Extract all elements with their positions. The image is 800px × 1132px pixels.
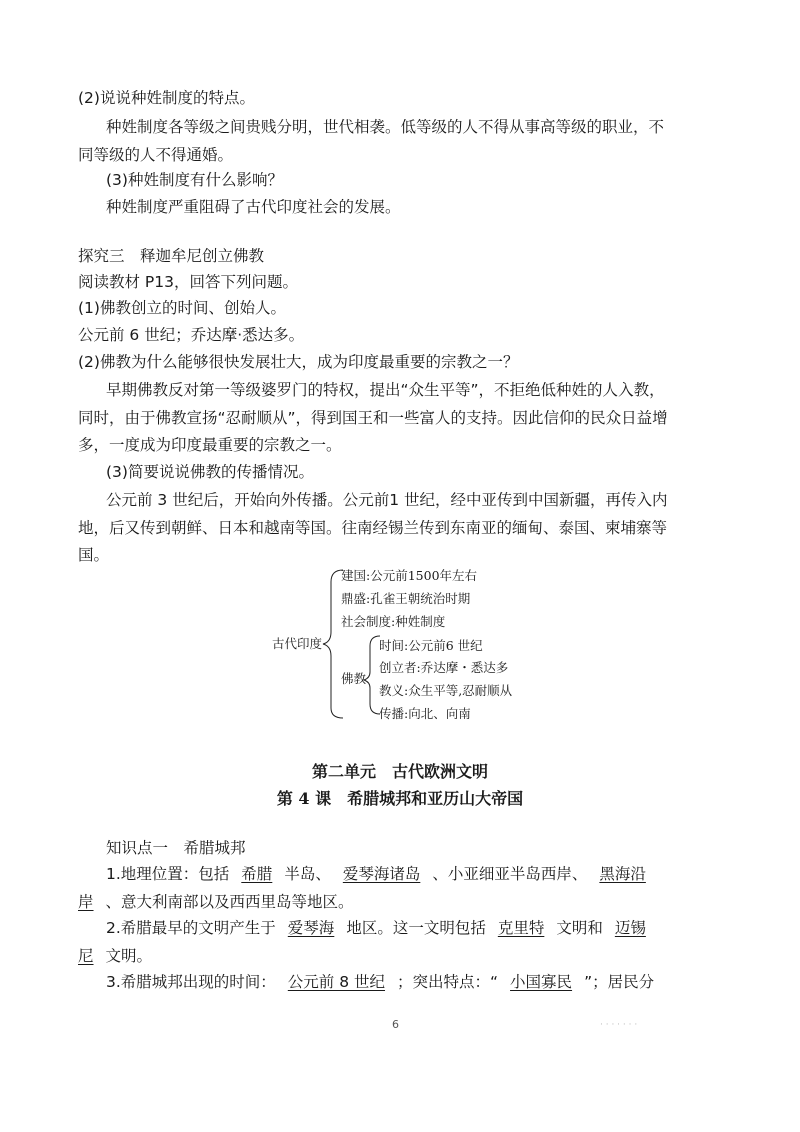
outline-sub-item: 时间:公元前6 世纪 <box>379 638 483 653</box>
fill-blank-answer: 克里特 <box>497 919 545 937</box>
text: ；突出特点：“ <box>397 973 499 991</box>
fill-blank-answer: 尼 <box>78 947 94 965</box>
outline-sub-item: 传播:向北、向南 <box>379 706 471 721</box>
explore-3-question-3: (3)简要说说佛教的传播情况。 <box>106 463 314 481</box>
fill-blank-answer: 岸 <box>78 893 94 911</box>
lesson-title: 第 4 课 希腊城邦和亚历山大帝国 <box>276 789 524 808</box>
text: 文明。 <box>105 947 153 965</box>
text: 地区。这一文明包括 <box>346 919 486 937</box>
watermark: · · · · · · · <box>600 1020 638 1030</box>
explore-3-answer-2-line-3: 多，一度成为印度最重要的宗教之一。 <box>78 436 342 454</box>
fill-blank-answer: 黑海沿 <box>599 865 646 883</box>
answer-2-line-1: 种姓制度各等级之间贵贱分明，世代相袭。低等级的人不得从事高等级的职业，不 <box>106 118 665 136</box>
explore-3-heading: 探究三 释迦牟尼创立佛教 <box>78 247 265 265</box>
outline-buddhism: 佛教 <box>341 671 367 686</box>
knowledge-item-1-line-2 <box>78 892 354 912</box>
outline-sub-item: 教义:众生平等,忍耐顺从 <box>379 683 513 698</box>
explore-3-answer-3-line-3: 国。 <box>78 546 110 564</box>
fill-blank-answer: 爱琴海诸岛 <box>342 865 421 883</box>
explore-3-question-1: (1)佛教创立的时间、创始人。 <box>78 299 286 317</box>
explore-3-answer-2-line-2: 同时，由于佛教宣扬“忍耐顺从”，得到国王和一些富人的支持。因此信仰的民众日益增 <box>78 409 668 427</box>
question-2: (2)说说种姓制度的特点。 <box>78 89 255 107</box>
outline-item: 社会制度:种姓制度 <box>341 614 446 629</box>
fill-blank-answer: 公元前 8 世纪 <box>287 973 386 991</box>
fill-blank-answer: 爱琴海 <box>287 919 335 937</box>
knowledge-item-2-line-2 <box>78 946 152 966</box>
text: 1.地理位置：包括 <box>106 865 230 883</box>
text: 文明和 <box>556 919 603 937</box>
text: ”；居民分 <box>584 973 655 991</box>
outline-item: 建国:公元前1500年左右 <box>341 568 478 583</box>
answer-2-line-2: 同等级的人不得通婚。 <box>78 146 234 164</box>
explore-3-answer-3-line-1: 公元前 3 世纪后，开始向外传播。公元前1 世纪，经中亚传到中国新疆，再传入内 <box>106 491 668 509</box>
fill-blank-answer: 小国寡民 <box>510 973 573 991</box>
knowledge-item-3-line-1 <box>106 972 654 992</box>
explore-3-answer-1: 公元前 6 世纪；乔达摩·悉达多。 <box>78 326 305 344</box>
question-3: (3)种姓制度有什么影响？ <box>106 171 283 189</box>
explore-3-instruction: 阅读教材 P13，回答下列问题。 <box>78 273 298 291</box>
outline-sub-item: 创立者:乔达摩・悉达多 <box>379 660 509 675</box>
text: 2.希腊最早的文明产生于 <box>106 919 276 937</box>
explore-3-answer-3-line-2: 地，后又传到朝鲜、日本和越南等国。往南经锡兰传到东南亚的缅甸、泰国、柬埔寨等 <box>78 519 668 537</box>
knowledge-item-2-line-1 <box>106 918 646 938</box>
unit-title: 第二单元 古代欧洲文明 <box>311 762 488 781</box>
explore-3-answer-2-line-1: 早期佛教反对第一等级婆罗门的特权，提出“众生平等”，不拒绝低种姓的人入教， <box>106 381 665 399</box>
outline-root: 古代印度 <box>272 636 323 651</box>
text: 、小亚细亚半岛西岸、 <box>432 865 588 883</box>
text: 、意大利南部以及西西里岛等地区。 <box>105 893 354 911</box>
fill-blank-answer: 希腊 <box>241 865 273 883</box>
text: 半岛、 <box>284 865 331 883</box>
answer-3: 种姓制度严重阻碍了古代印度社会的发展。 <box>106 198 401 216</box>
explore-3-question-2: (2)佛教为什么能够很快发展壮大，成为印度最重要的宗教之一？ <box>78 353 519 371</box>
knowledge-item-1-line-1 <box>106 864 646 884</box>
outline-item: 鼎盛:孔雀王朝统治时期 <box>341 591 471 606</box>
page-number: 6 <box>392 1018 399 1031</box>
knowledge-heading: 知识点一 希腊城邦 <box>106 839 246 857</box>
text: 3.希腊城邦出现的时间： <box>106 973 276 991</box>
fill-blank-answer: 迈锡 <box>614 919 646 937</box>
